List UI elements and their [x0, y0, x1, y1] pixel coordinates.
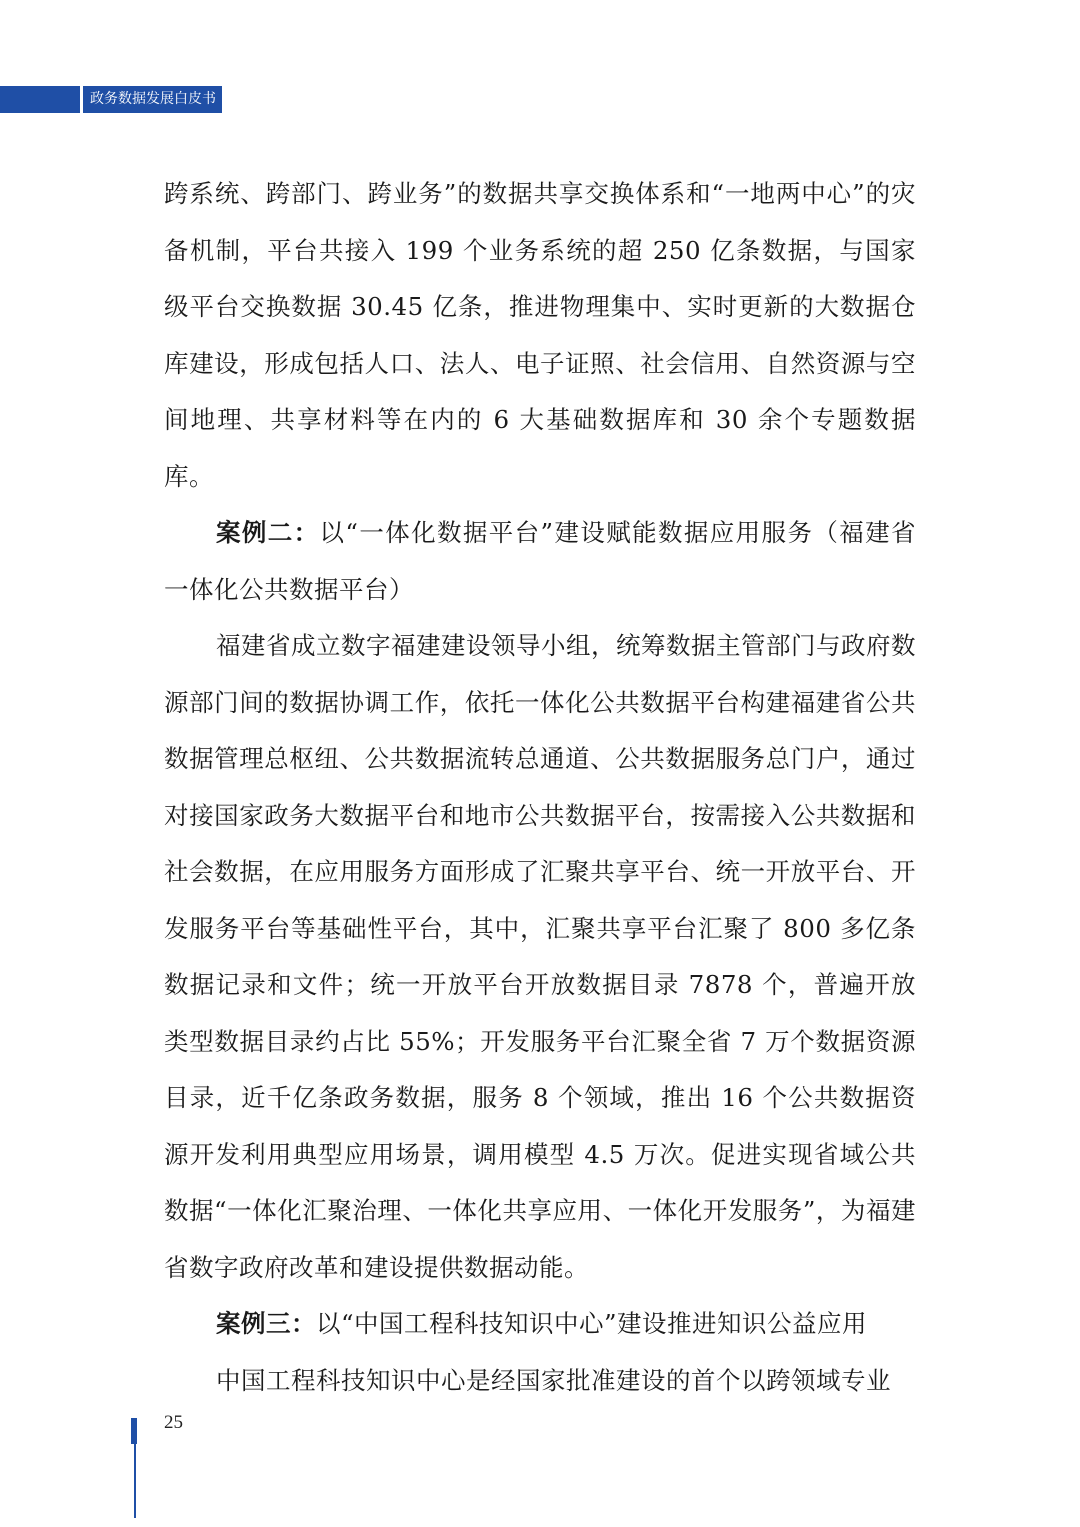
- page-number: 25: [164, 1412, 183, 1433]
- case-two-title: 以“一体化数据平台”建设赋能数据应用服务（福建省一体化公共数据平台）: [164, 518, 916, 604]
- case-three-label: 案例三：: [216, 1309, 316, 1338]
- footer-rule: [134, 1418, 136, 1518]
- body-text: [164, 166, 916, 1409]
- case-two-label: 案例二：: [216, 518, 320, 547]
- case-three-body: 中国工程科技知识中心是经国家批准建设的首个以跨领域专业: [216, 1365, 891, 1395]
- case-three-title: 以“中国工程科技知识中心”建设推进知识公益应用: [316, 1309, 868, 1338]
- paragraph-continuation: 跨系统、跨部门、跨业务”的数据共享交换体系和“一地两中心”的灾备机制，平台共接入 199 个业务系统的超 250 亿条数据，与国家级平台交换数据 30.45 亿条，推进物理集中、实时更新的大数据仓库建设，形成包括人口、法人、电子证照、社会信用、自然资源与空间地理、共享材料等在内的 6 大基础数据库和 30 余个专题数据库。: [164, 179, 916, 491]
- header-accent-block: [0, 86, 80, 113]
- header-bar: [0, 86, 222, 113]
- case-two-body: 福建省成立数字福建建设领导小组，统筹数据主管部门与政府数源部门间的数据协调工作，依托一体化公共数据平台构建福建省公共数据管理总枢纽、公共数据流转总通道、公共数据服务总门户，通过对接国家政务大数据平台和地市公共数据平台，按需接入公共数据和社会数据，在应用服务方面形成了汇聚共享平台、统一开放平台、开发服务平台等基础性平台，其中，汇聚共享平台汇聚了 800 多亿条数据记录和文件；统一开放平台开放数据目录 7878 个，普遍开放类型数据目录约占比 55%；开发服务平台汇聚全省 7 万个数据资源目录，近千亿条政务数据，服务 8 个领域，推出 16 个公共数据资源开发利用典型应用场景，调用模型 4.5 万次。促进实现省域公共数据“一体化汇聚治理、一体化共享应用、一体化开发服务”，为福建省数字政府改革和建设提供数据动能。: [164, 631, 916, 1282]
- document-title: 政务数据发展白皮书: [83, 86, 222, 113]
- case-three-heading: [164, 1296, 916, 1353]
- case-two-heading: [164, 505, 916, 618]
